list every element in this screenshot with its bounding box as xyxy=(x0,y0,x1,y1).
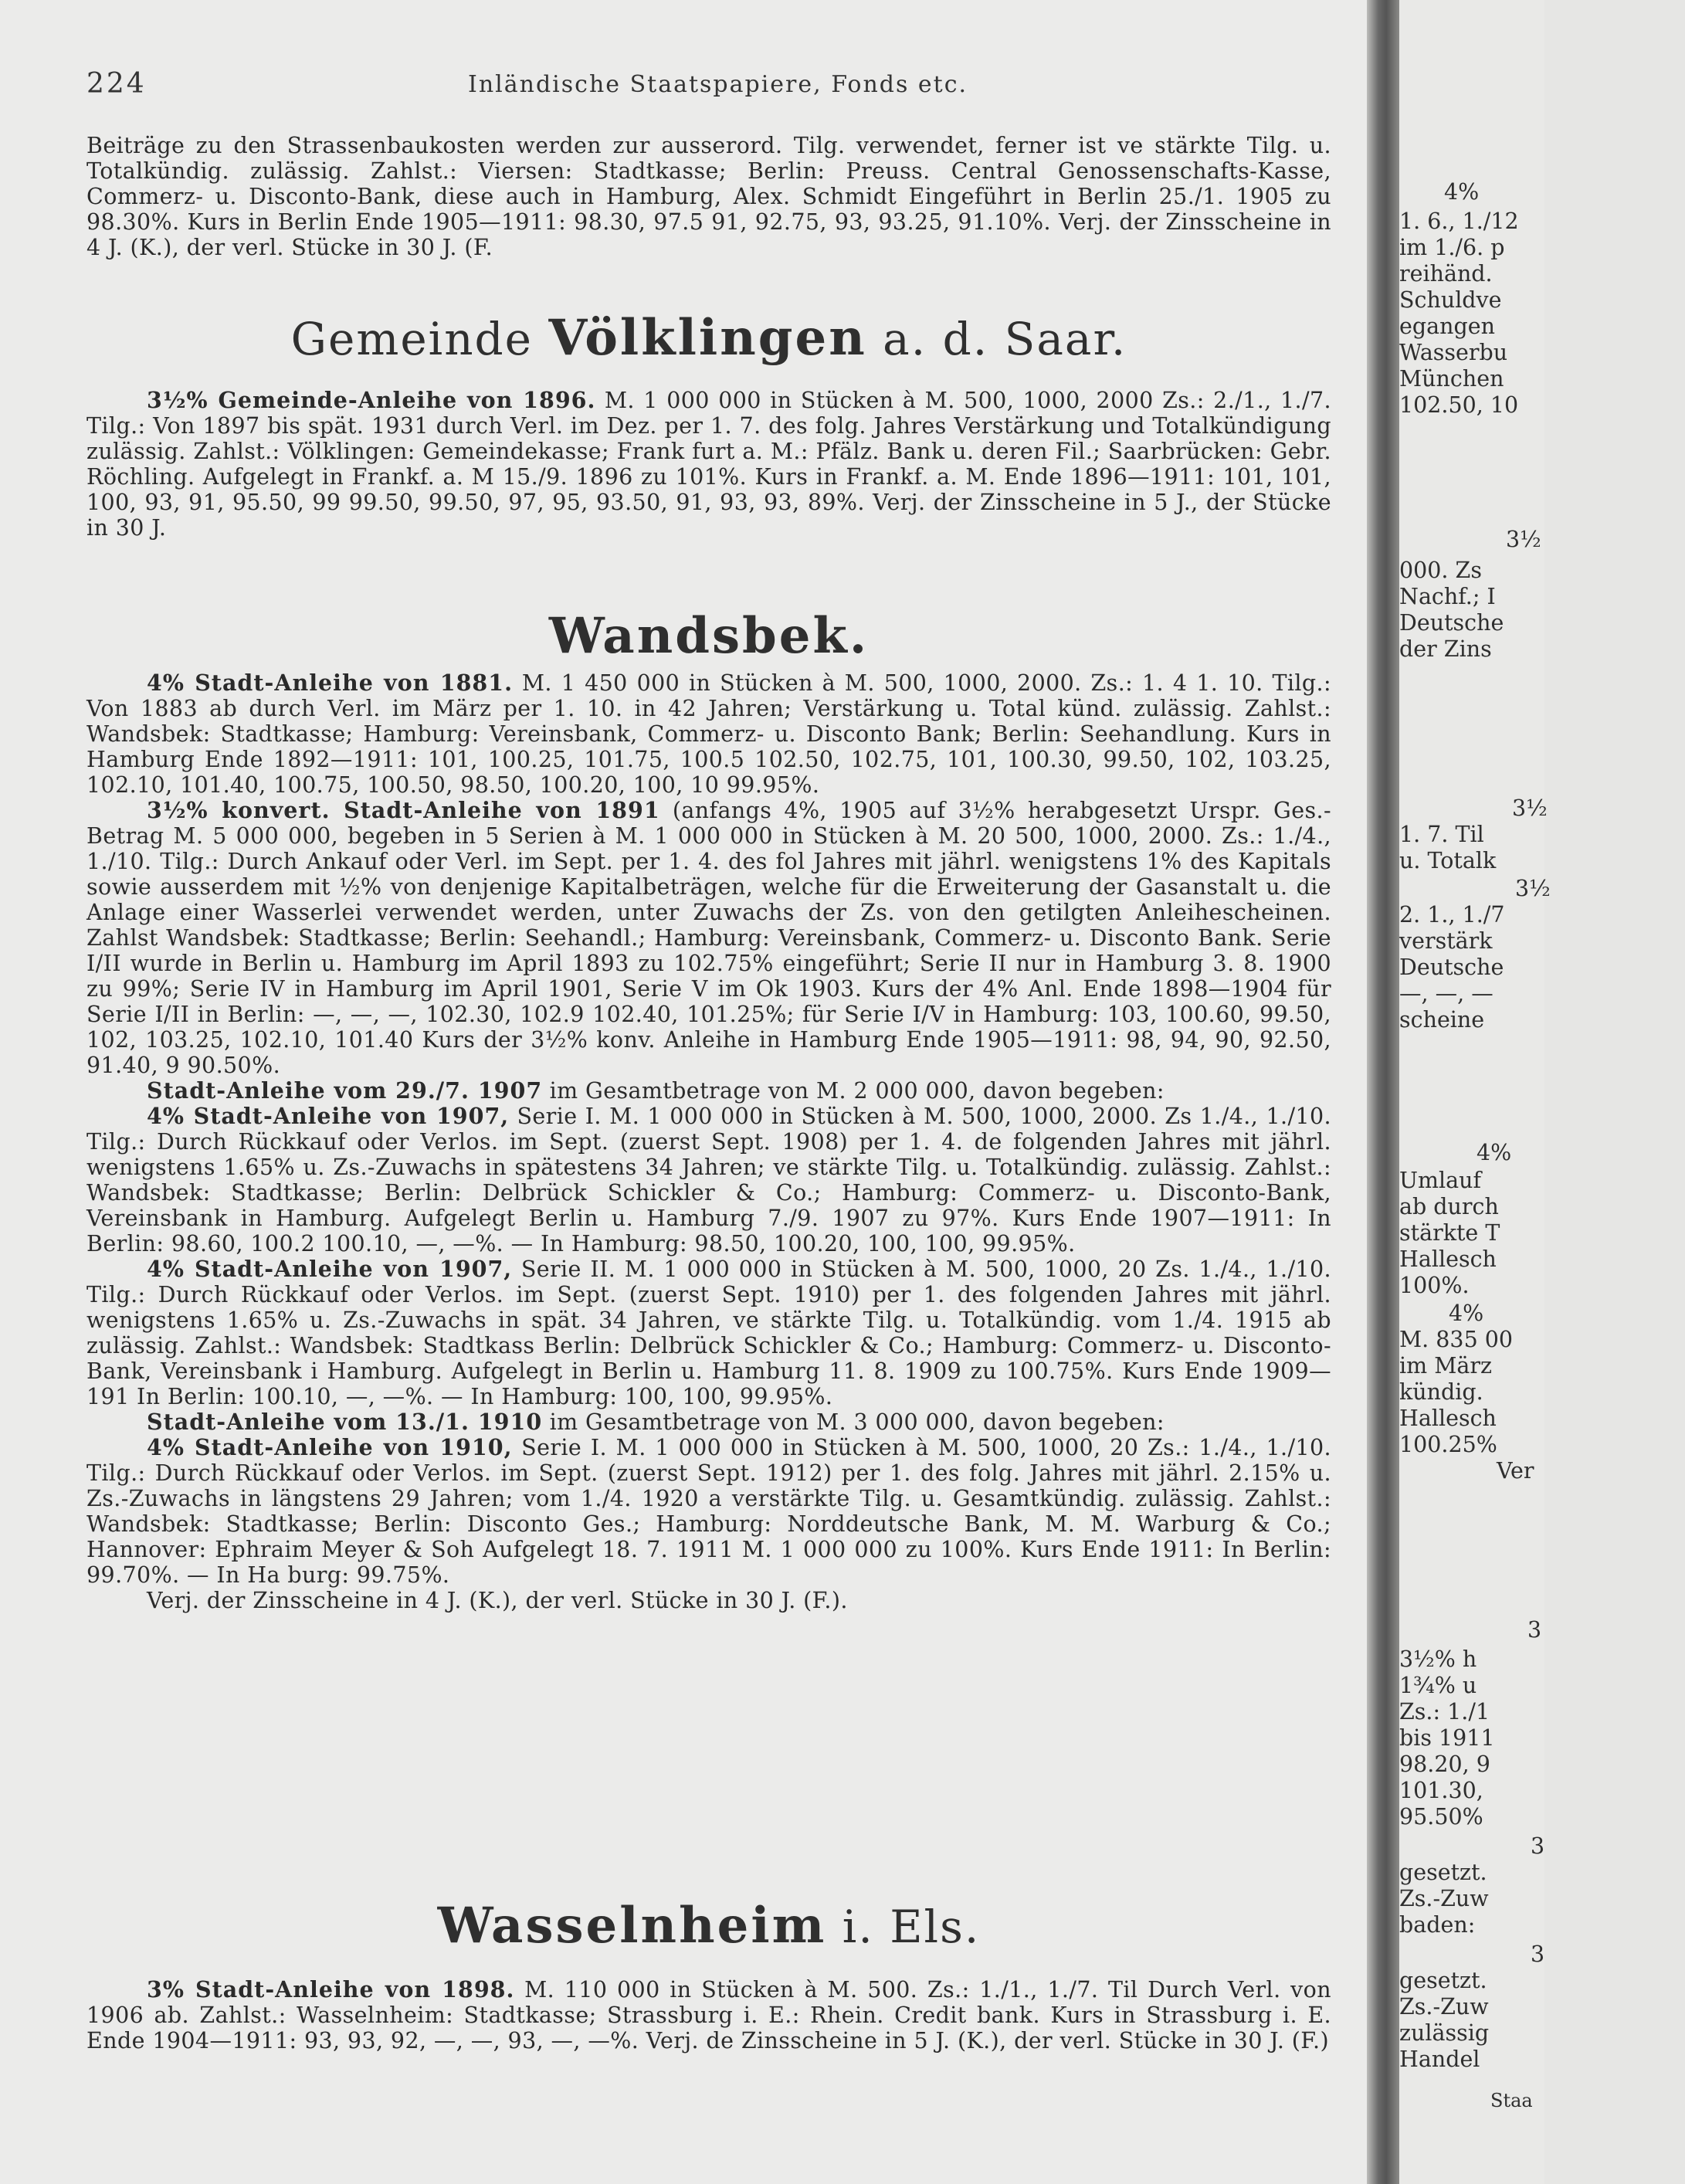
wandsbek-1910-s1-text: Serie I. M. 1 000 000 in Stücken à M. 500, 1000, 20 Zs.: 1./4., 1./10. Tilg.: Durch Rückkauf oder Verlos. im Sept. (zuerst Sept. 1912) per 1. des folg. Jahres mit jährl. 2.15% u. Zs.-Zuwachs in längstens 29 Jahren; vom 1./4. 1920 a verstärkte Tilg. u. Gesamtkündig. zulässig. Zahlst.: Wandsbek: Stadtkasse; Berlin: Disconto Ges.; Hamburg: Norddeutsche Bank, M. M. Warburg & Co.; Hannover: Ephraim Meyer & Soh Aufgelegt 18. 7. 1911 M. 1 000 000 zu 100%. Kurs Ende 1911: In Berlin: 99.70%. — In Ha burg: 99.75%. xyxy=(86,1435,1331,1588)
right-line: 000. Zs xyxy=(1399,558,1482,583)
right-line: 1. 7. Til xyxy=(1399,822,1484,847)
right-line: baden: xyxy=(1399,1912,1476,1938)
wandsbek-1881-text: M. 1 450 000 in Stücken à M. 500, 1000, 2000. Zs.: 1. 4 1. 10. Tilg.: Von 1883 ab durch Verl. im März per 1. 10. in 42 Jahren; Verstärkung u. Total künd. zulässig. Zahlst.: Wandsbek: Stadtkasse; Hamburg: Vereinsbank, Commerz- u. Disconto Bank; Berlin: Seehandlung. Kurs in Hamburg Ende 1892—1911: 101, 100.25, 101.75, 100.5 102.50, 102.75, 101, 100.30, 99.50, 102, 103.25, 102.10, 101.40, 100.75, 100.50, 98.50, 100.20, 100, 10 99.95%. xyxy=(86,670,1331,798)
right-line: 100.25% xyxy=(1399,1432,1497,1457)
right-line: Zs.: 1./1 xyxy=(1399,1699,1490,1724)
right-line: —, —, — xyxy=(1399,981,1493,1006)
wandsbek-1910-intro-title: Stadt-Anleihe vom 13./1. 1910 xyxy=(147,1409,543,1435)
running-title: Inländische Staatspapiere, Fonds etc. xyxy=(468,71,968,98)
right-line: Zs.-Zuw xyxy=(1399,1994,1489,2020)
right-line: Schuldve xyxy=(1399,287,1502,313)
right-line: 3½ xyxy=(1512,795,1548,821)
wandsbek-1881-title: 4% Stadt-Anleihe von 1881. xyxy=(147,670,513,696)
wandsbek-1907-s2-title: 4% Stadt-Anleihe von 1907, xyxy=(147,1256,513,1282)
wasselnheim-title-main: Wasselnheim xyxy=(437,1897,827,1955)
voelklingen-title-pre: Gemeinde xyxy=(290,313,549,365)
right-line: reihänd. xyxy=(1399,261,1493,287)
wandsbek-1910-intro-text: im Gesamtbetrage von M. 3 000 000, davon begeben: xyxy=(542,1409,1165,1435)
right-line: 3½ xyxy=(1506,527,1541,552)
wandsbek-loan-1910-s1 xyxy=(86,1435,1331,1588)
right-line: Handel xyxy=(1399,2047,1480,2072)
wandsbek-1910-s1-title: 4% Stadt-Anleihe von 1910, xyxy=(147,1434,513,1460)
right-line: gesetzt. xyxy=(1399,1860,1487,1885)
right-line: Deutsche xyxy=(1399,610,1504,636)
right-line: M. 835 00 xyxy=(1399,1327,1514,1352)
page-number: 224 xyxy=(86,68,147,100)
right-line: egangen xyxy=(1399,314,1495,339)
wandsbek-loan-1891 xyxy=(86,798,1331,1078)
right-line: ab durch xyxy=(1399,1194,1499,1219)
right-line: 1. 6., 1./12 xyxy=(1399,209,1519,234)
wandsbek-loan-1910-intro xyxy=(86,1409,1331,1435)
wandsbek-1891-title: 3½% konvert. Stadt-Anleihe von 1891 xyxy=(147,797,660,823)
right-page-fragment xyxy=(1399,0,1551,2184)
right-line: 95.50% xyxy=(1399,1804,1483,1830)
right-line: 2. 1., 1./7 xyxy=(1399,902,1505,928)
wandsbek-loan-1881 xyxy=(86,670,1331,798)
right-line: im März xyxy=(1399,1353,1493,1379)
right-line: gesetzt. xyxy=(1399,1968,1487,1993)
right-line: Hallesch xyxy=(1399,1406,1497,1431)
right-line: 3 xyxy=(1531,1942,1545,1967)
wandsbek-heading xyxy=(86,607,1331,665)
right-line: 100%. xyxy=(1399,1273,1470,1298)
right-line: der Zins xyxy=(1399,636,1492,662)
intro-text: Beiträge zu den Strassenbaukosten werden zur ausserord. Tilg. verwendet, ferner ist ve stärkte Tilg. u. Totalkündig. zulässig. Zahlst.: Viersen: Stadtkasse; Berlin: Preuss. Central Genossenschafts-Kasse, Commerz- u. Disconto-Bank, diese auch in Hamburg, Alex. Schmidt Eingeführt in Berlin 25./1. 1905 zu 98.30%. Kurs in Berlin Ende 1905—1911: 98.30, 97.5 91, 92.75, 93, 93.25, 91.10%. Verj. der Zinsscheine in 4 J. (K.), der verl. Stücke in 30 J. (F. xyxy=(86,133,1331,260)
wasselnheim-entry xyxy=(86,1977,1331,2053)
wasselnheim-loan-text: M. 110 000 in Stücken à M. 500. Zs.: 1./1., 1./7. Til Durch Verl. von 1906 ab. Zahlst.: Wasselnheim: Stadtkasse; Strassburg i. E.: Rhein. Credit bank. Kurs in Strassburg i. E. Ende 1904—1911: 93, 93, 92, —, —, 93, —, —%. Verj. de Zinsscheine in 5 J. (K.), der verl. Stücke in 30 J. (F.) xyxy=(86,1977,1331,2053)
right-line: 3½ xyxy=(1515,876,1551,901)
book-spine xyxy=(1367,0,1399,2184)
right-line: Umlauf xyxy=(1399,1168,1482,1193)
voelklingen-title-post: a. d. Saar. xyxy=(866,313,1127,365)
wasselnheim-loan-title: 3% Stadt-Anleihe von 1898. xyxy=(147,1976,515,2003)
wandsbek-1907-intro-title: Stadt-Anleihe vom 29./7. 1907 xyxy=(147,1077,543,1104)
page-header xyxy=(86,68,1361,105)
right-line: Deutsche xyxy=(1399,955,1504,980)
right-line: 98.20, 9 xyxy=(1399,1752,1490,1777)
voelklingen-loan-title: 3½% Gemeinde-Anleihe von 1896. xyxy=(147,387,596,413)
right-line: bis 1911 xyxy=(1399,1725,1495,1751)
wandsbek-1907-s2-text: Serie II. M. 1 000 000 in Stücken à M. 500, 1000, 20 Zs. 1./4., 1./10. Tilg.: Durch Rückkauf oder Verlos. im Sept. (zuerst Sept. 1910) per 1. des folgenden Jahres mit jährl. wenigstens 1.65% u. Zs.-Zuwachs in spät. 34 Jahren, ve stärkte Tilg. u. Totalkündig. vom 1./4. 1915 ab zulässig. Zahlst.: Wandsbek: Stadtkass Berlin: Delbrück Schickler & Co.; Hamburg: Commerz- u. Disconto-Bank, Vereinsbank i Hamburg. Aufgelegt in Berlin u. Hamburg 11. 8. 1909 zu 100.75%. Kurs Ende 1909—191 In Berlin: 100.10, —, —%. — In Hamburg: 100, 100, 99.95%. xyxy=(86,1256,1331,1409)
right-line: 3 xyxy=(1527,1617,1542,1643)
right-line: stärkte T xyxy=(1399,1220,1500,1246)
right-line: u. Totalk xyxy=(1399,848,1497,873)
voelklingen-title-main: Völklingen xyxy=(548,309,867,367)
wandsbek-1907-s1-text: Serie I. M. 1 000 000 in Stücken à M. 500, 1000, 2000. Zs 1./4., 1./10. Tilg.: Durch Rückkauf oder Verlos. im Sept. (zuerst Sept. 1908) per 1. 4. de folgenden Jahres mit jährl. wenigstens 1.65% u. Zs.-Zuwachs in spätestens 34 Jahren; ve stärkte Tilg. u. Totalkündig. zulässig. Zahlst.: Wandsbek: Stadtkasse; Berlin: Delbrück Schickler & Co.; Hamburg: Commerz- u. Disconto-Bank, Vereinsbank in Hamburg. Aufgelegt Berlin u. Hamburg 7./9. 1907 zu 97%. Kurs Ende 1907—1911: In Berlin: 98.60, 100.2 100.10, —, —%. — In Hamburg: 98.50, 100.20, 100, 100, 99.95%. xyxy=(86,1104,1331,1256)
right-line: 102.50, 10 xyxy=(1399,392,1519,418)
right-line: München xyxy=(1399,366,1504,392)
right-line: Ver xyxy=(1497,1458,1534,1484)
right-line: 1¾% u xyxy=(1399,1673,1477,1698)
right-line: 4% xyxy=(1449,1301,1484,1326)
right-line: scheine xyxy=(1399,1007,1485,1033)
right-line: 101.30, xyxy=(1399,1778,1483,1803)
wasselnheim-heading xyxy=(86,1897,1331,1955)
right-line: 4% xyxy=(1476,1140,1512,1165)
right-line: Hallesch xyxy=(1399,1246,1497,1272)
right-line: 4% xyxy=(1444,179,1480,205)
wandsbek-1907-intro-text: im Gesamtbetrage von M. 2 000 000, davon begeben: xyxy=(542,1078,1165,1104)
wandsbek-verjaehrung: Verj. der Zinsscheine in 4 J. (K.), der verl. Stücke in 30 J. (F.). xyxy=(147,1588,848,1613)
voelklingen-loan-text: M. 1 000 000 in Stücken à M. 500, 1000, 2000 Zs.: 2./1., 1./7. Tilg.: Von 1897 bis spät. 1931 durch Verl. im Dez. per 1. 7. des folg. Jahres Verstärkung und Totalkündigung zulässig. Zahlst.: Völklingen: Gemeindekasse; Frank furt a. M.: Pfälz. Bank u. deren Fil.; Saarbrücken: Gebr. Röchling. Aufgelegt in Frankf. a. M 15./9. 1896 zu 101%. Kurs in Frankf. a. M. Ende 1896—1911: 101, 101, 100, 93, 91, 95.50, 99 99.50, 99.50, 97, 95, 93.50, 91, 93, 93, 89%. Verj. der Zinsscheine in 5 J., der Stücke in 30 J. xyxy=(86,388,1331,541)
right-line: Nachf.; I xyxy=(1399,584,1496,609)
wandsbek-title: Wandsbek. xyxy=(548,607,870,665)
right-line: Zs.-Zuw xyxy=(1399,1886,1489,1911)
wasselnheim-title-post: i. Els. xyxy=(826,1901,981,1953)
right-line: verstärk xyxy=(1399,928,1493,954)
voelklingen-entry xyxy=(86,388,1331,541)
wandsbek-entries xyxy=(86,670,1331,1613)
right-line: zulässig xyxy=(1399,2020,1490,2046)
right-line: Staa xyxy=(1490,2090,1533,2111)
intro-paragraph xyxy=(86,133,1331,260)
wandsbek-loan-1907-s1 xyxy=(86,1104,1331,1256)
wandsbek-1907-s1-title: 4% Stadt-Anleihe von 1907, xyxy=(147,1103,510,1129)
voelklingen-heading xyxy=(86,309,1331,367)
wandsbek-loan-1907-intro xyxy=(86,1078,1331,1104)
right-line: im 1./6. p xyxy=(1399,235,1505,260)
right-line: Wasserbu xyxy=(1399,340,1508,365)
right-line: kündig. xyxy=(1399,1379,1483,1405)
wandsbek-loan-1907-s2 xyxy=(86,1256,1331,1409)
wandsbek-1891-text: (anfangs 4%, 1905 auf 3½% herabgesetzt Urspr. Ges.-Betrag M. 5 000 000, begeben in 5 Serien à M. 1 000 000 in Stücken à M. 20 500, 1000, 2000. Zs.: 1./4., 1./10. Tilg.: Durch Ankauf oder Verl. im Sept. per 1. 4. des fol Jahres mit jährl. wenigstens 1% des Kapitals sowie ausserdem mit ½% von denjenige Kapitalbeträgen, welche für die Erweiterung der Gasanstalt u. die Anlage einer Wasserlei verwendet werden, unter Zuwachs der Zs. von den getilgten Anleihescheinen. Zahlst Wandsbek: Stadtkasse; Berlin: Seehandl.; Hamburg: Vereinsbank, Commerz- u. Disconto Bank. Serie I/II wurde in Berlin u. Hamburg im April 1893 zu 102.75% eingeführt; Serie II nur in Hamburg 3. 8. 1900 zu 99%; Serie IV in Hamburg im April 1901, Serie V im Ok 1903. Kurs der 4% Anl. Ende 1898—1904 für Serie I/II in Berlin: —, —, —, 102.30, 102.9 102.40, 101.25%; für Serie I/V in Hamburg: 103, 100.60, 99.50, 102, 103.25, 102.10, 101.40 Kurs der 3½% konv. Anleihe in Hamburg Ende 1905—1911: 98, 94, 90, 92.50, 91.40, 9 90.50%. xyxy=(86,798,1331,1078)
right-line: 3½% h xyxy=(1399,1646,1477,1672)
right-line: 3 xyxy=(1531,1833,1545,1859)
